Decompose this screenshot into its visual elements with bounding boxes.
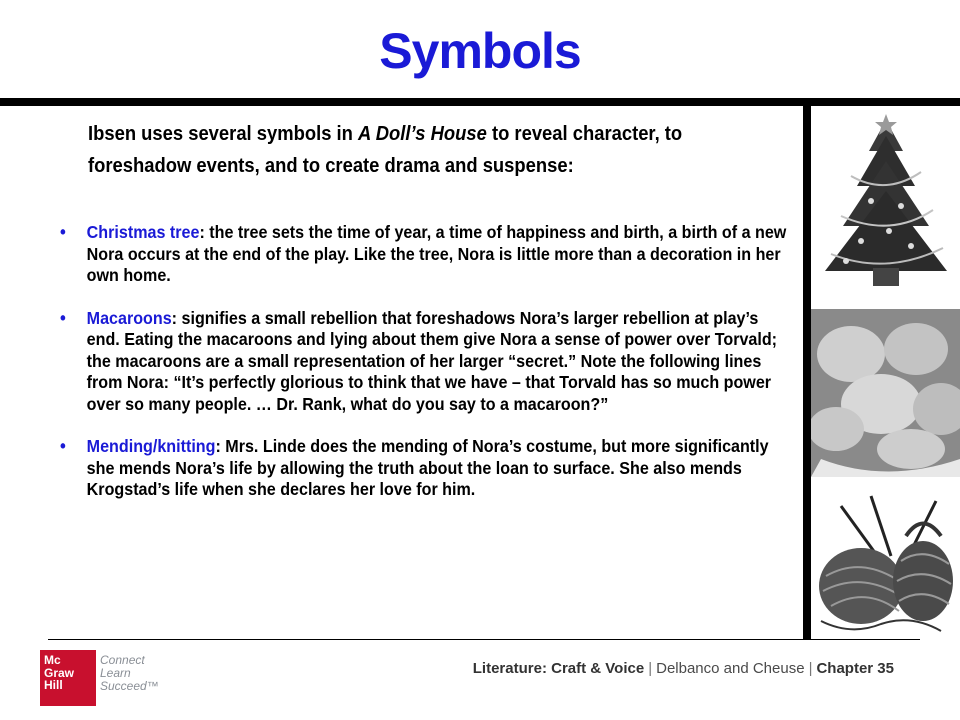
logo-text xyxy=(44,654,74,692)
bullet-dot-icon: • xyxy=(60,307,66,328)
bullet-term: Mending/knitting xyxy=(86,436,216,456)
footer-citation xyxy=(473,660,894,677)
footer-separator: | xyxy=(648,660,653,677)
bullet-dot-icon: • xyxy=(60,222,66,242)
bullet-christmas-tree xyxy=(60,222,787,287)
bullet-mending xyxy=(60,436,787,501)
logo-line: Graw xyxy=(44,665,75,680)
footer-book: Literature: Craft & Voice xyxy=(472,660,645,677)
bullet-macaroons xyxy=(60,308,787,416)
footer-authors: Delbanco and Cheuse xyxy=(656,660,805,677)
intro-paragraph xyxy=(88,118,741,182)
christmas-tree-image xyxy=(811,106,960,300)
bullet-term: Christmas tree xyxy=(86,222,200,242)
publisher-tagline xyxy=(100,654,159,693)
bullet-text: : Mrs. Linde does the mending of Nora’s costume, but more significantly she mends Nora’s life by allowing the truth about the loan to surface. She also mends Krogstad’s life when she declares her love for him. xyxy=(86,436,769,499)
macaroons-image xyxy=(811,309,960,477)
bullet-term: Macaroons xyxy=(86,307,172,328)
title-divider xyxy=(0,98,960,106)
image-divider xyxy=(803,98,811,640)
intro-play-title: A Doll’s House xyxy=(358,123,487,145)
intro-before: Ibsen uses several symbols in xyxy=(88,123,359,145)
logo-line: Hill xyxy=(44,678,63,692)
intro-after: to reveal character, to foreshadow events, and to create drama and suspense: xyxy=(88,123,683,177)
footer-chapter: Chapter 35 xyxy=(816,660,894,677)
symbol-list xyxy=(60,222,787,522)
knitting-image xyxy=(811,486,960,640)
bullet-text: : the tree sets the time of year, a time of happiness and birth, a birth of a new Nora occurs at the end of the play. Like the tree, Nora is little more than a decoration in her own home. xyxy=(86,222,787,285)
mcgraw-hill-logo xyxy=(40,650,96,706)
bullet-dot-icon: • xyxy=(60,436,66,456)
tagline-line: Learn xyxy=(100,666,131,680)
bullet-text: : signifies a small rebellion that foreshadows Nora’s larger rebellion at play’s end. Eating the macaroons and lying about them give Nora a sense of power over Torvald; the macaroons are a small representation of her larger “secret.” Note the following lines from Nora: “It’s perfectly glorious to think that we have – that Torvald has so much power over so many people. … Dr. Rank, what do you say to a macaroon?” xyxy=(86,307,778,414)
tagline-line: Succeed™ xyxy=(100,679,159,693)
footer-separator: | xyxy=(808,660,813,677)
tagline-line: Connect xyxy=(100,653,145,667)
logo-line: Mc xyxy=(44,653,61,667)
footer-rule xyxy=(48,639,920,640)
slide-title: Symbols xyxy=(379,23,581,79)
